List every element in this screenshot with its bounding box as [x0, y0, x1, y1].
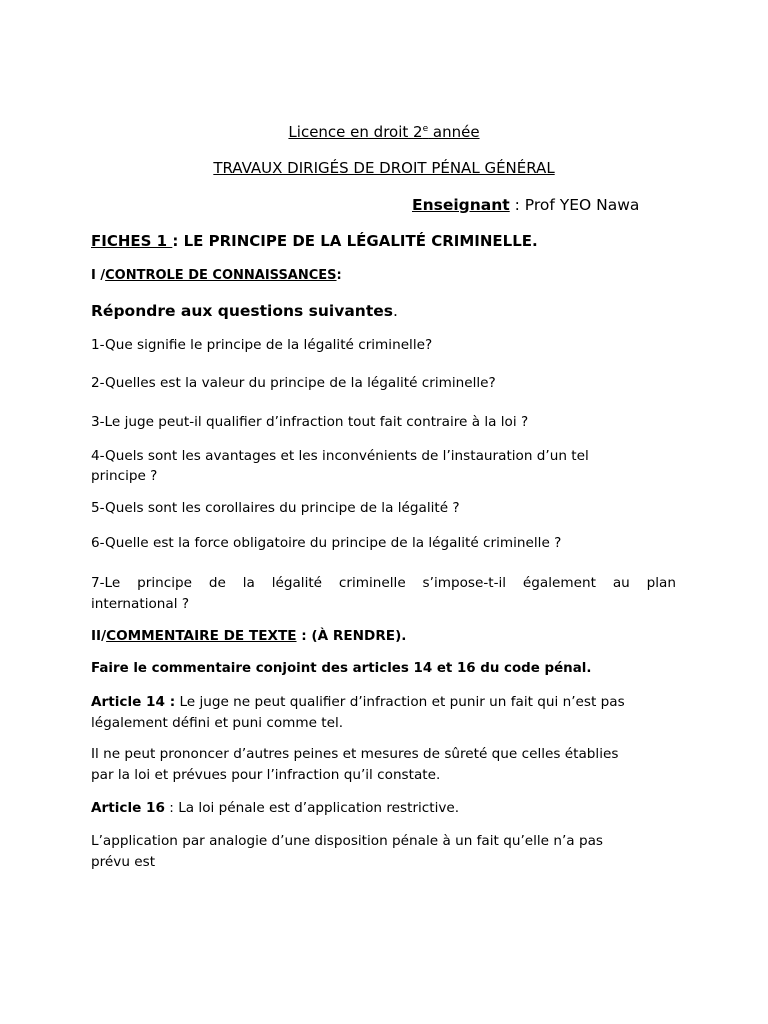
question-7-line-2: international ? [91, 596, 190, 612]
question-4-line-1: 4-Quels sont les avantages et les inconvénients de l’instauration d’un tel [91, 448, 589, 464]
section1-heading [91, 268, 342, 283]
section2-heading [91, 628, 406, 644]
section2-suffix: : (À RENDRE). [296, 628, 407, 644]
article16-line [91, 800, 459, 816]
section2-prefix: II/ [91, 628, 107, 644]
section2-instruction: Faire le commentaire conjoint des articles 14 et 16 du code pénal. [91, 661, 592, 676]
question-5: 5-Quels sont les corollaires du principe de la légalité ? [91, 500, 460, 516]
teacher-line [412, 196, 639, 214]
fiche-heading [91, 232, 538, 250]
question-1: 1-Que signifie le principe de la légalité criminelle? [91, 337, 433, 353]
article14-label: Article 14 : [91, 694, 176, 710]
course-title: TRAVAUX DIRIGÉS DE DROIT PÉNAL GÉNÉRAL [213, 159, 555, 177]
fiche-title: LE PRINCIPE DE LA LÉGALITÉ CRIMINELLE. [183, 232, 538, 250]
article14-line-1 [91, 694, 625, 710]
teacher-name: Prof YEO Nawa [524, 196, 640, 214]
licence-superscript: e [422, 124, 429, 134]
question-6: 6-Quelle est la force obligatoire du principe de la légalité criminelle ? [91, 535, 562, 551]
section1-suffix: : [336, 268, 342, 283]
fiche-separator: : [172, 232, 184, 250]
fiche-label: FICHES 1 [91, 232, 173, 250]
question-3: 3-Le juge peut-il qualifier d’infraction tout fait contraire à la loi ? [91, 414, 529, 430]
article14-para2-line-1: Il ne peut prononcer d’autres peines et mesures de sûreté que celles établies [91, 746, 619, 762]
licence-text: Licence en droit 2 [288, 123, 423, 141]
teacher-separator: : [509, 196, 525, 214]
article16-text: : La loi pénale est d’application restrictive. [164, 800, 460, 816]
question-2: 2-Quelles est la valeur du principe de la légalité criminelle? [91, 375, 496, 391]
section1-title: CONTROLE DE CONNAISSANCES [105, 268, 337, 283]
licence-heading [0, 123, 768, 141]
question-7-line-1: 7-Le principe de la légalité criminelle s’impose-t-il également au plan [91, 575, 676, 591]
article14-line-2: légalement défini et puni comme tel. [91, 715, 344, 731]
licence-suffix: année [428, 123, 480, 141]
instruction-text: Répondre aux questions suivantes [91, 302, 393, 320]
article16-label: Article 16 [91, 800, 165, 816]
article16-para2-line-2: prévu est [91, 854, 156, 870]
question-4-line-2: principe ? [91, 468, 158, 484]
section1-prefix: I / [91, 268, 106, 283]
article14-text: Le juge ne peut qualifier d’infraction et punir un fait qui n’est pas [175, 694, 625, 710]
article16-para2-line-1: L’application par analogie d’une disposition pénale à un fait qu’elle n’a pas [91, 833, 603, 849]
article14-para2-line-2: par la loi et prévues pour l’infraction qu’il constate. [91, 767, 441, 783]
instruction-end: . [392, 302, 398, 320]
teacher-label: Enseignant [412, 196, 510, 214]
section1-instruction [91, 302, 398, 320]
section2-title: COMMENTAIRE DE TEXTE [106, 628, 297, 644]
